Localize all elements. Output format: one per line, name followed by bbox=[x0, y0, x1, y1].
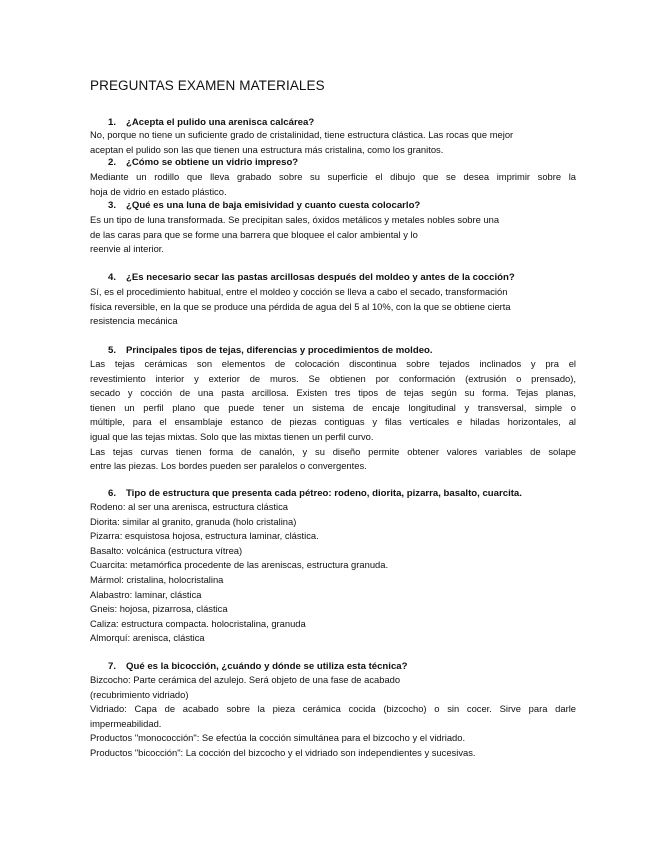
answer-4 bbox=[90, 285, 576, 329]
question-text: ¿Acepta el pulido una arenisca calcárea? bbox=[126, 117, 315, 128]
answer-2 bbox=[90, 170, 576, 199]
question-7 bbox=[108, 661, 408, 672]
answer-line: Cuarcita: metamórfica procedente de las areniscas, estructura granuda. bbox=[90, 559, 389, 571]
answer-line: Vidriado: Capa de acabado sobre la pieza cerámica cocida (bizcocho) o sin cocer. Sirve para darle bbox=[90, 703, 576, 715]
answer-line: Almorquí: arenisca, clástica bbox=[90, 632, 205, 644]
answer-line: No, porque no tiene un suficiente grado de cristalinidad, tiene estructura clástica. Las rocas que mejor bbox=[90, 129, 514, 140]
answer-line: Basalto: volcánica (estructura vítrea) bbox=[90, 544, 243, 556]
question-5 bbox=[108, 345, 433, 356]
question-number: 5. bbox=[108, 345, 117, 356]
question-number: 3. bbox=[108, 200, 117, 211]
answer-line: aceptan el pulido son las que tienen una estructura más cristalina, como los granitos. bbox=[90, 143, 444, 155]
question-number: 1. bbox=[108, 117, 117, 128]
answer-line: física reversible, en la que se produce una pérdida de agua del 5 al 10%, con la que se obtiene cierta bbox=[90, 300, 511, 312]
answer-line: Es un tipo de luna transformada. Se precipitan sales, óxidos metálicos y metales nobles sobre una bbox=[90, 214, 500, 225]
answer-3 bbox=[90, 213, 576, 257]
answer-line: Pizarra: esquistosa hojosa, estructura laminar, clástica. bbox=[90, 530, 319, 542]
answer-5 bbox=[90, 357, 576, 474]
question-2 bbox=[108, 157, 298, 168]
answer-7 bbox=[90, 673, 576, 761]
answer-line: Gneis: hojosa, pizarrosa, clástica bbox=[90, 603, 228, 615]
answer-line: Productos "monococción": Se efectúa la cocción simultánea para el bizcocho y el vidriado. bbox=[90, 732, 466, 744]
answer-line: Caliza: estructura compacta. holocristalina, granuda bbox=[90, 617, 306, 629]
answer-line: Las tejas cerámicas son elementos de colocación discontinua sobre tejados inclinados y pra el bbox=[90, 358, 576, 369]
question-text: ¿Es necesario secar las pastas arcillosas después del moldeo y antes de la cocción? bbox=[126, 272, 515, 283]
answer-line: múltiple, para el ensamblaje estanco de piezas contiguas y filas verticales e hiladas horizontales, al bbox=[90, 416, 576, 428]
question-number: 7. bbox=[108, 661, 117, 672]
answer-line: tienen un perfil plano que puede tener un sistema de encaje longitudinal y transversal, simple o bbox=[90, 401, 576, 413]
answer-line: revestimiento interior y exterior de muros. Se obtienen por conformación (extrusión o prensado), bbox=[90, 372, 576, 384]
answer-line: resistencia mecánica bbox=[90, 315, 178, 327]
answer-line: Alabastro: laminar, clástica bbox=[90, 588, 202, 600]
document-title: PREGUNTAS EXAMEN MATERIALES bbox=[90, 78, 325, 93]
answer-line: hoja de vidrio en estado plástico. bbox=[90, 185, 227, 197]
question-number: 4. bbox=[108, 272, 117, 283]
answer-line: Mármol: cristalina, holocristalina bbox=[90, 573, 224, 585]
question-number: 2. bbox=[108, 157, 117, 168]
answer-line: Sí, es el procedimiento habitual, entre el moldeo y cocción se lleva a cabo el secado, transformación bbox=[90, 286, 508, 297]
answer-line: impermeabilidad. bbox=[90, 717, 162, 729]
question-number: 6. bbox=[108, 488, 117, 499]
answer-1 bbox=[90, 128, 576, 157]
question-6 bbox=[108, 488, 522, 499]
answer-line: de las caras para que se forme una barrera que bloquee el calor ambiental y lo bbox=[90, 228, 418, 240]
answer-line: secado y cocción de una pasta arcillosa. Existen tres tipos de tejas según su forma. Tejas planas, bbox=[90, 387, 576, 399]
question-text: ¿Cómo se obtiene un vidrio impreso? bbox=[126, 157, 299, 168]
answer-line: Bizcocho: Parte cerámica del azulejo. Será objeto de una fase de acabado bbox=[90, 674, 401, 685]
question-text: Principales tipos de tejas, diferencias y procedimientos de moldeo. bbox=[126, 345, 433, 356]
answer-line: Mediante un rodillo que lleva grabado sobre su superficie el dibujo que se desea imprimir sobre la bbox=[90, 171, 576, 182]
question-1 bbox=[108, 117, 314, 128]
answer-line: Las tejas curvas tienen forma de canalón, y su diseño permite obtener valores variables de solape bbox=[90, 445, 576, 457]
question-3 bbox=[108, 200, 420, 211]
answer-6 bbox=[90, 500, 576, 646]
answer-line: Diorita: similar al granito, granuda (holo cristalina) bbox=[90, 515, 297, 527]
answer-line: igual que las tejas mixtas. Solo que las mixtas tienen un perfil curvo. bbox=[90, 430, 374, 442]
answer-line: (recubrimiento vidriado) bbox=[90, 688, 189, 700]
answer-line: Productos "bicocción": La cocción del bizcocho y el vidriado son independientes y sucesivas. bbox=[90, 746, 476, 758]
question-4 bbox=[108, 272, 515, 283]
question-text: ¿Qué es una luna de baja emisividad y cuanto cuesta colocarlo? bbox=[126, 200, 421, 211]
question-text: Tipo de estructura que presenta cada pétreo: rodeno, diorita, pizarra, basalto, cuarcita. bbox=[126, 488, 522, 499]
answer-line: reenvie al interior. bbox=[90, 243, 164, 255]
answer-line: entre las piezas. Los bordes pueden ser paralelos o convergentes. bbox=[90, 460, 367, 472]
answer-line: Rodeno: al ser una arenisca, estructura clástica bbox=[90, 501, 289, 512]
question-text: Qué es la bicocción, ¿cuándo y dónde se utiliza esta técnica? bbox=[126, 661, 408, 672]
